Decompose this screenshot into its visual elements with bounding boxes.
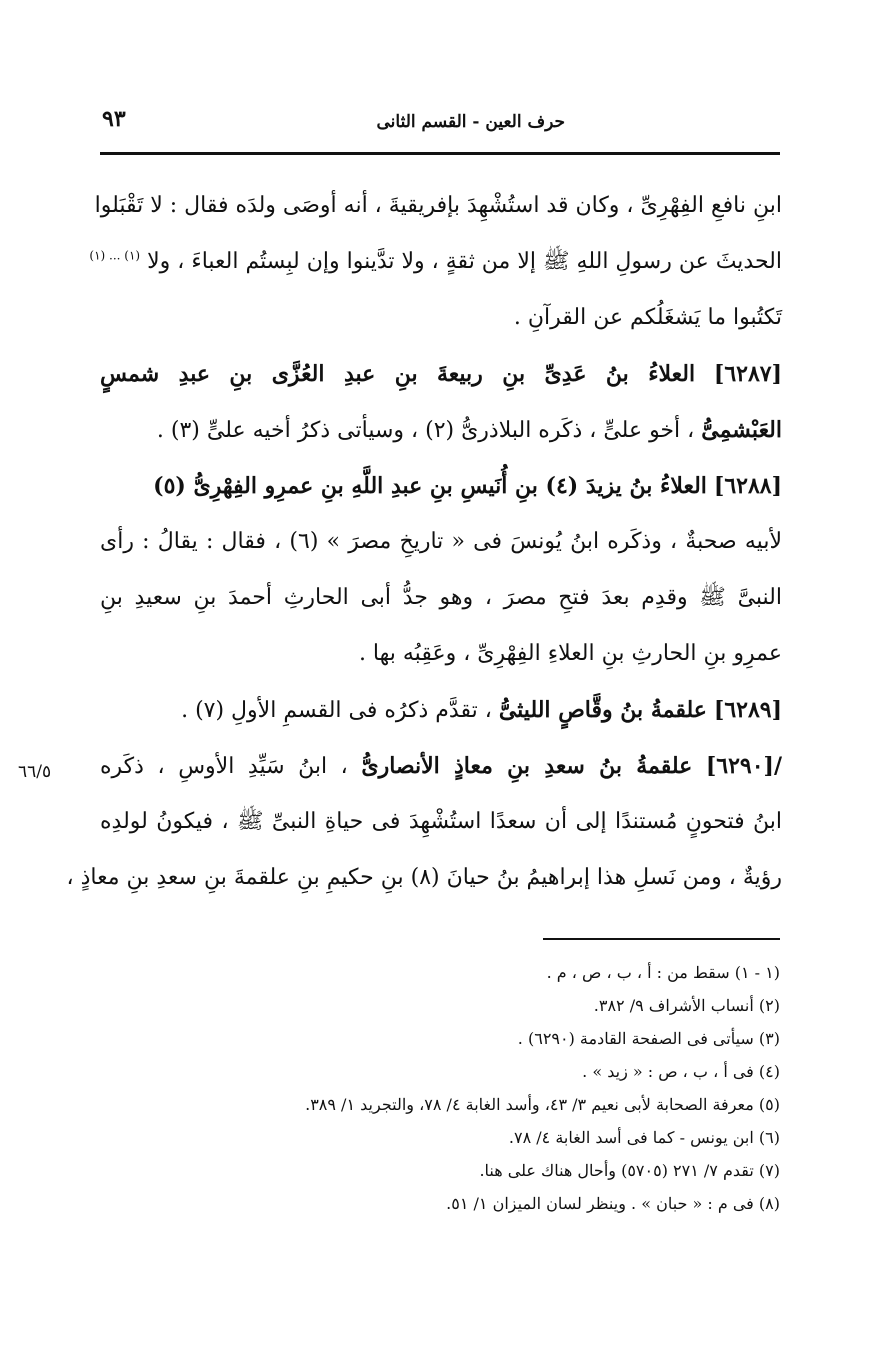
entry-name: العَبْشمِىُّ	[701, 417, 782, 443]
entry-text: ، أخو علىٍّ ، ذكَره البلاذرىُّ (٢) ، وسيأتى ذكرُ أخيه علىٍّ (٣) .	[156, 418, 695, 443]
footnote: (٤) فى أ ، ب ، ص : « زيد » .	[582, 1062, 780, 1081]
entry-line: ابنُ فتحونٍ مُستندًا إلى أن سعدًا استُشْهِدَ فى حياةِ النبىِّ ﷺ ، فيكونُ لولدِه	[100, 809, 782, 834]
page-number: ٩٣	[102, 106, 126, 132]
body-line-text: الحديثَ عن رسولِ اللهِ ﷺ إلا من ثقةٍ ، ولا تدَّينوا وإن لبِستُم العباءَ ، ولا	[147, 249, 782, 274]
body-line	[89, 234, 782, 290]
footnote-marker: (١) ... (١)	[89, 248, 141, 263]
footnote: (٢) أنساب الأشراف ٩/ ٣٨٢.	[593, 996, 780, 1015]
main-text	[66, 178, 782, 906]
header-rule	[100, 152, 780, 155]
entry-text: ، تقدَّم ذكرُه فى القسمِ الأولِ (٧) .	[181, 698, 492, 723]
entry-line: النبىَّ ﷺ وقدِم بعدَ فتحِ مصرَ ، وهو جدُّ أبى الحارثِ أحمدَ بنِ سعيدِ بنِ	[100, 585, 782, 610]
footnote-rule	[543, 938, 780, 940]
footnote: (١ - ١) سقط من : أ ، ب ، ص ، م .	[546, 963, 780, 982]
entry-number: [٦٢٨٧	[724, 361, 782, 387]
footnote: (٣) سيأتى فى الصفحة القادمة (٦٢٩٠) .	[517, 1029, 780, 1048]
body-line: ابنِ نافعِ الفِهْرِىِّ ، وكان قد استُشْهِدَ بإفريقيةَ ، أنه أوصَى ولدَه فقال : لا تَقْبَلوا	[94, 193, 782, 218]
entry-line	[100, 402, 782, 458]
entry-number: [٦٢٨٩	[724, 697, 782, 723]
entry-name: العلاءُ بنُ يزيدَ (٤) بنِ أُنَيسِ بنِ عبدِ اللَّهِ بنِ عمرِو الفِهْرِىُّ (٥)	[153, 473, 707, 499]
margin-page-reference: ٦٦/٥	[18, 762, 52, 782]
entry-name: علقمةُ بنُ سعدِ بنِ معاذٍ الأنصارىُّ	[361, 753, 693, 779]
entry-name: العلاءُ بنُ عَدِىِّ بنِ ربيعةَ بنِ عبدِ العُزَّى بنِ عبدِ شمسٍ	[100, 361, 696, 387]
footnote: (٧) تقدم ٧/ ٢٧١ (٥٧٠٥) وأحال هناك على هنا.	[479, 1161, 780, 1180]
footnote: (٨) فى م : « حبان » . وينظر لسان الميزان ١/ ٥١.	[446, 1194, 780, 1213]
entry-heading-6288: [٦٢٨٨] العلاءُ بنُ يزيدَ (٤) بنِ أُنَيسِ بنِ عبدِ اللَّهِ بنِ عمرِو الفِهْرِىُّ (٥)	[153, 473, 782, 499]
entry-heading-6287: [٦٢٨٧] العلاءُ بنُ عَدِىِّ بنِ ربيعةَ بنِ عبدِ العُزَّى بنِ عبدِ شمسٍ	[100, 361, 782, 387]
running-header	[100, 100, 780, 150]
footnotes	[100, 956, 780, 1220]
body-line: تَكتُبوا ما يَشغَلُكم عن القرآنِ .	[513, 305, 782, 330]
entry-heading-6289: [٦٢٨٩] علقمةُ بنُ وقَّاصٍ الليثىُّ ، تقدَّم ذكرُه فى القسمِ الأولِ (٧) .	[181, 697, 782, 723]
entry-line: رؤيةٌ ، ومن نَسلِ هذا إبراهيمُ بنُ حيانَ (٨) بنِ حكيمِ بنِ علقمةَ بنِ سعدِ بنِ معاذٍ ،	[66, 865, 782, 890]
entry-number: [٦٢٨٨	[724, 473, 782, 499]
entry-line: عمرِو بنِ الحارثِ بنِ العلاءِ الفِهْرِىِّ ، وعَقِبُه بها .	[358, 641, 782, 666]
footnote: (٦) ابن يونس - كما فى أسد الغابة ٤/ ٧٨.	[508, 1128, 780, 1147]
running-title: حرف العين - القسم الثانى	[376, 112, 565, 132]
entry-line: لأبيه صحبةٌ ، وذكَره ابنُ يُونسَ فى « تاريخِ مصرَ » (٦) ، فقال : يقالُ : رأى	[100, 529, 782, 554]
entry-number: /[٦٢٩٠	[716, 753, 782, 779]
entry-name: علقمةُ بنُ وقَّاصٍ الليثىُّ	[498, 697, 707, 723]
entry-heading-6290: /[٦٢٩٠] علقمةُ بنُ سعدِ بنِ معاذٍ الأنصارىُّ ، ابنُ سَيِّدِ الأوسِ ، ذكَره	[100, 753, 782, 779]
footnote: (٥) معرفة الصحابة لأبى نعيم ٣/ ٤٣، وأسد الغابة ٤/ ٧٨، والتجريد ١/ ٣٨٩.	[305, 1095, 780, 1114]
entry-text: ، ابنُ سَيِّدِ الأوسِ ، ذكَره	[100, 754, 348, 779]
